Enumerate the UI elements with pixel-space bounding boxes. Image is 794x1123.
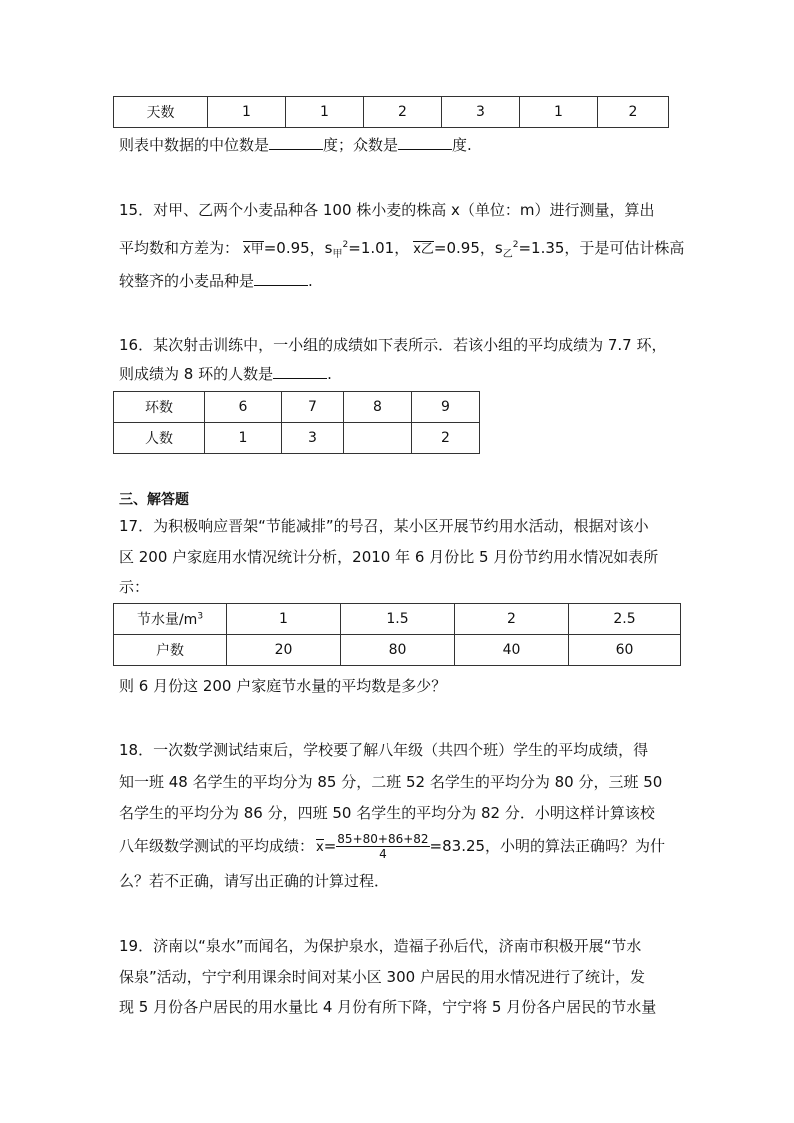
table-cell: 1.5 bbox=[341, 604, 455, 635]
text-segment: =1.35，于是可估计株高 bbox=[518, 239, 685, 257]
table-cell: 40 bbox=[455, 635, 569, 666]
table-cell: 1 bbox=[520, 97, 598, 128]
q17-line3: 示： bbox=[119, 578, 150, 596]
table-cell: 3 bbox=[442, 97, 520, 128]
table-cell: 1 bbox=[286, 97, 364, 128]
days-table bbox=[113, 96, 669, 128]
table-row bbox=[114, 423, 480, 454]
table-cell: 2 bbox=[598, 97, 669, 128]
superscript: 2 bbox=[342, 240, 349, 250]
table-cell: 20 bbox=[227, 635, 341, 666]
answer-blank[interactable] bbox=[273, 364, 327, 379]
mean-symbol-yi: x乙 bbox=[413, 242, 434, 257]
q17-line2: 区 200 户家庭用水情况统计分析，2010 年 6 月份比 5 月份节约用水情况如表所 bbox=[119, 548, 659, 566]
subscript: 甲 bbox=[332, 249, 343, 260]
table-cell: 60 bbox=[569, 635, 681, 666]
table-cell: 9 bbox=[412, 392, 480, 423]
text-segment: 八年级数学测试的平均成绩： bbox=[119, 837, 315, 855]
table-cell: 6 bbox=[205, 392, 282, 423]
table-cell: 80 bbox=[341, 635, 455, 666]
table-header-cell: 环数 bbox=[114, 392, 205, 423]
answer-blank[interactable] bbox=[398, 135, 452, 150]
text-segment: 平均数和方差为： bbox=[119, 239, 240, 257]
text-segment: . bbox=[327, 365, 332, 383]
header-text: 节水量/m bbox=[136, 612, 198, 628]
section-title: 三、解答题 bbox=[119, 492, 189, 508]
table-cell: 1 bbox=[227, 604, 341, 635]
table-cell: 2 bbox=[364, 97, 442, 128]
q18-line3: 名学生的平均分为 86 分，四班 50 名学生的平均分为 82 分．小明这样计算该校 bbox=[119, 804, 655, 822]
q16-line1: 16．某次射击训练中，一小组的成绩如下表所示．若该小组的平均成绩为 7.7 环， bbox=[119, 336, 667, 354]
answer-blank[interactable] bbox=[269, 135, 323, 150]
q17-question: 则 6 月份这 200 户家庭节水量的平均数是多少？ bbox=[119, 677, 447, 695]
q19-line1: 19．济南以“泉水”而闻名，为保护泉水，造福子孙后代，济南市积极开展“节水 bbox=[119, 937, 642, 955]
q19-line3: 现 5 月份各户居民的用水量比 4 月份有所下降，宁宁将 5 月份各户居民的节水量 bbox=[119, 998, 657, 1016]
table-cell: 7 bbox=[282, 392, 344, 423]
fraction-denominator: 4 bbox=[379, 847, 387, 861]
table-header-cell bbox=[114, 604, 227, 635]
subscript: 乙 bbox=[502, 249, 513, 260]
table-cell: 8 bbox=[344, 392, 412, 423]
text-segment: =1.01， bbox=[348, 239, 410, 257]
text-segment: . bbox=[308, 272, 313, 290]
equals-sign: = bbox=[323, 837, 337, 855]
water-saving-table bbox=[113, 603, 681, 666]
text-segment: 则成绩为 8 环的人数是 bbox=[119, 365, 274, 383]
superscript: 2 bbox=[512, 240, 519, 250]
text-segment: =0.95，s bbox=[433, 239, 503, 257]
table-row bbox=[114, 635, 681, 666]
fraction-numerator: 85+80+86+82 bbox=[337, 832, 429, 846]
table-cell: 1 bbox=[208, 97, 286, 128]
q15-line3 bbox=[119, 271, 313, 291]
text-segment: 度；众数是 bbox=[323, 136, 399, 154]
q19-line2: 保泉”活动，宁宁利用课余时间对某小区 300 户居民的用水情况进行了统计，发 bbox=[119, 968, 645, 986]
q18-line4 bbox=[119, 832, 665, 861]
table-cell: 1 bbox=[205, 423, 282, 454]
q15-line1: 15．对甲、乙两个小麦品种各 100 株小麦的株高 x（单位：m）进行测量，算出 bbox=[119, 201, 655, 219]
median-question bbox=[119, 135, 472, 155]
table-cell bbox=[344, 423, 412, 454]
text-segment: 则表中数据的中位数是 bbox=[119, 136, 270, 154]
q18-line1: 18．一次数学测试结束后，学校要了解八年级（共四个班）学生的平均成绩，得 bbox=[119, 741, 649, 759]
mean-symbol-jia: x甲 bbox=[243, 242, 264, 257]
text-segment: 较整齐的小麦品种是 bbox=[119, 272, 255, 290]
answer-blank[interactable] bbox=[254, 271, 308, 286]
table-cell: 2 bbox=[455, 604, 569, 635]
table-cell: 2 bbox=[412, 423, 480, 454]
q18-line2: 知一班 48 名学生的平均分为 85 分，二班 52 名学生的平均分为 80 分，三班 50 bbox=[119, 773, 663, 791]
text-segment: 度. bbox=[452, 136, 472, 154]
table-cell: 2.5 bbox=[569, 604, 681, 635]
table-row bbox=[114, 392, 480, 423]
table-header-cell: 天数 bbox=[114, 97, 208, 128]
text-segment: =83.25，小明的算法正确吗？为什 bbox=[429, 837, 666, 855]
table-header-cell: 户数 bbox=[114, 635, 227, 666]
q18-line5: 么？若不正确，请写出正确的计算过程． bbox=[119, 872, 390, 890]
table-row bbox=[114, 604, 681, 635]
q16-line2 bbox=[119, 364, 332, 384]
text-segment: =0.95，s bbox=[263, 239, 333, 257]
score-table bbox=[113, 391, 480, 454]
superscript: 3 bbox=[197, 611, 204, 622]
q17-line1: 17．为积极响应晋架“节能减排”的号召，某小区开展节约用水活动，根据对该小 bbox=[119, 517, 649, 535]
q15-line2 bbox=[119, 235, 684, 265]
table-header-cell: 人数 bbox=[114, 423, 205, 454]
fraction bbox=[336, 832, 429, 861]
table-cell: 3 bbox=[282, 423, 344, 454]
table-row bbox=[114, 97, 669, 128]
mean-symbol: x bbox=[316, 840, 324, 855]
